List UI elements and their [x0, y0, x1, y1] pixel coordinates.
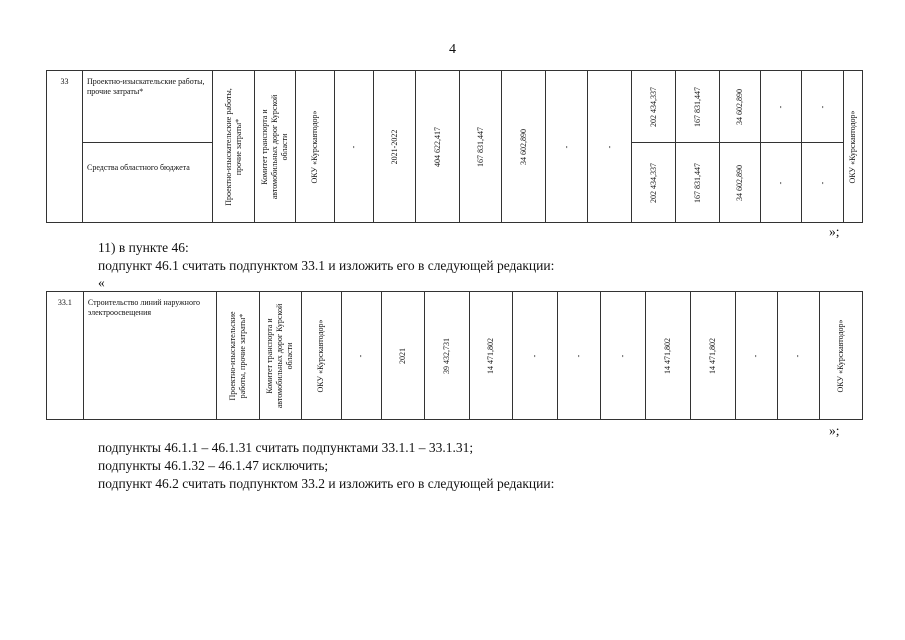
- work-type: Проектно-изыскательские работы, прочие затраты*: [223, 87, 243, 206]
- value-cell: [777, 292, 819, 420]
- row-number: 33.1: [47, 292, 84, 420]
- value: -: [776, 181, 785, 184]
- paragraph-renumber: подпункты 46.1.1 – 46.1.31 считать подпунктами 33.1.1 – 33.1.31;: [98, 440, 474, 455]
- value-cell: [802, 71, 844, 143]
- total-cost-cell: [416, 71, 460, 223]
- value: -: [529, 354, 539, 357]
- value-cell: [761, 143, 802, 223]
- value: -: [604, 145, 614, 148]
- paragraph-exclude: подпункты 46.1.32 – 46.1.47 исключить;: [98, 458, 329, 473]
- period-cell: [381, 292, 424, 420]
- value: 14 471,802: [485, 337, 495, 374]
- table-item-33: [46, 70, 863, 223]
- value: -: [793, 354, 803, 357]
- paragraph-11: 11) в пункте 46:: [98, 240, 189, 255]
- value-cell: [720, 71, 761, 143]
- power: -: [349, 145, 358, 148]
- value-cell: [512, 292, 557, 420]
- value-cell: [502, 71, 546, 223]
- value: 167 831,447: [475, 126, 485, 167]
- value-cell: [632, 71, 676, 143]
- value-cell: [676, 71, 720, 143]
- value-cell: [632, 143, 676, 223]
- customer-cell: [259, 292, 301, 420]
- value-cell: [600, 292, 645, 420]
- value: 202 434,337: [648, 86, 658, 127]
- executor: ОКУ «Курскавтодор»: [848, 109, 857, 184]
- opening-quote: «: [98, 275, 105, 290]
- executor-cell: [819, 292, 862, 420]
- value-cell: [557, 292, 600, 420]
- value: -: [573, 354, 583, 357]
- value: -: [776, 105, 785, 108]
- value: 167 831,447: [692, 162, 702, 203]
- value-cell: [720, 143, 761, 223]
- row-number: 33: [47, 71, 83, 223]
- table-item-33-1: [46, 291, 863, 420]
- total-cost: 404 622,417: [432, 126, 442, 167]
- paragraph-46-1: подпункт 46.1 считать подпунктом 33.1 и изложить его в следующей редакции:: [98, 258, 555, 273]
- customer-cell: [255, 71, 296, 223]
- value-cell: [460, 71, 502, 223]
- value: 14 471,802: [662, 337, 672, 374]
- value: -: [751, 354, 761, 357]
- value-cell: [469, 292, 512, 420]
- value: -: [817, 181, 827, 184]
- value-cell: [588, 71, 632, 223]
- customer: Комитет транспорта и автомобильных дорог Курской области: [265, 303, 295, 408]
- period-cell: [374, 71, 416, 223]
- developer: ОКУ «Курскавтодор»: [316, 318, 326, 393]
- executor: ОКУ «Курскавтодор»: [835, 318, 845, 393]
- work-type-cell: [216, 292, 259, 420]
- work-type-cell: [213, 71, 255, 223]
- paragraph-46-2: подпункт 46.2 считать подпунктом 33.2 и изложить его в следующей редакции:: [98, 476, 555, 491]
- page-number: 4: [449, 42, 456, 57]
- closing-quote-2: »;: [829, 423, 840, 438]
- developer: ОКУ «Курскавтодор»: [310, 109, 319, 184]
- period: 2021-2022: [389, 129, 399, 164]
- power-cell: [335, 71, 374, 223]
- value: 167 831,447: [692, 86, 702, 127]
- value: -: [617, 354, 627, 357]
- value: -: [817, 105, 827, 108]
- value-cell: [735, 292, 777, 420]
- value: -: [561, 145, 571, 148]
- item-name: Строительство линий наружного электроосвещения: [83, 292, 216, 420]
- closing-quote: »;: [829, 224, 840, 239]
- value: 34 602,890: [735, 164, 744, 201]
- funding-source: Средства областного бюджета: [83, 143, 213, 223]
- value-cell: [546, 71, 588, 223]
- item-name: Проектно-изыскательские работы, прочие затраты*: [83, 71, 213, 143]
- power-cell: [341, 292, 381, 420]
- value: 14 471,802: [707, 337, 717, 374]
- total-cost-cell: [424, 292, 469, 420]
- value-cell: [690, 292, 735, 420]
- power: -: [356, 354, 366, 357]
- value-cell: [761, 71, 802, 143]
- value: 202 434,337: [648, 162, 658, 203]
- value-cell: [645, 292, 690, 420]
- executor-cell: [844, 71, 863, 223]
- period: 2021: [397, 347, 407, 364]
- value: 34 602,890: [735, 88, 744, 125]
- work-type: Проектно-изыскательские работы, прочие затраты*: [227, 310, 247, 401]
- value-cell: [802, 143, 844, 223]
- value: 34 602,890: [518, 128, 528, 165]
- customer: Комитет транспорта и автомобильных дорог Курской области: [260, 94, 289, 199]
- value-cell: [676, 143, 720, 223]
- developer-cell: [296, 71, 335, 223]
- developer-cell: [301, 292, 341, 420]
- total-cost: 39 432,731: [441, 337, 451, 374]
